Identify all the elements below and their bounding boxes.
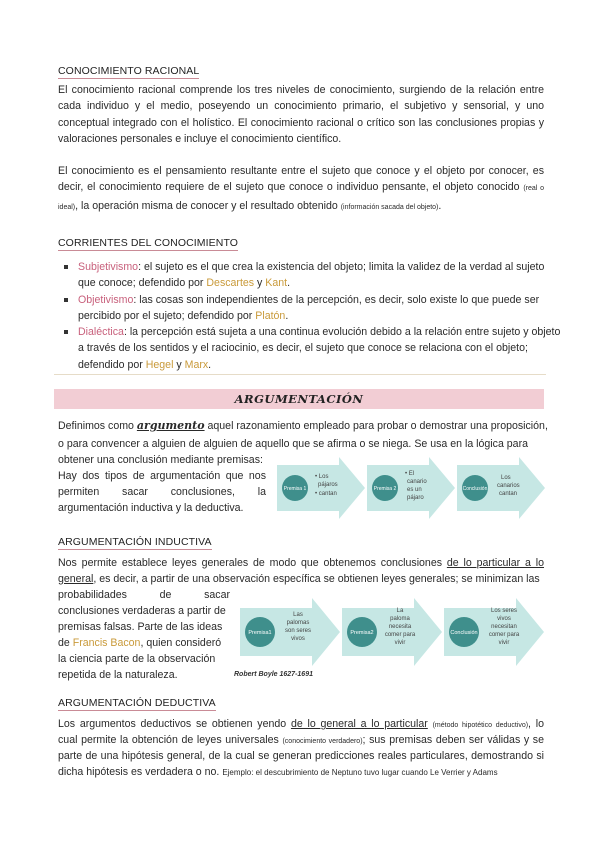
text: : las cosas son independientes de la percepción, es decir, solo existe lo que puede ser percibido por el sujeto; defendido por: [78, 293, 540, 322]
text: .: [285, 309, 289, 322]
corrientes-list: [58, 259, 564, 373]
text-line: permiten sacar conclusiones, la: [58, 486, 266, 498]
text: , es decir, a partir de una observación específica se obtienen leyes generales; se minimizan las: [93, 573, 540, 585]
note-line: vivir: [498, 640, 510, 646]
node-label: Conclusión: [450, 630, 478, 636]
text: .: [208, 358, 212, 371]
example-text: Ejemplo: el descubrimiento de Neptuno tuvo lugar cuando Le Verrier y Adams: [222, 768, 498, 777]
list-item: [78, 259, 564, 292]
node-label: Premisa 1: [283, 486, 307, 492]
heading-corrientes: CORRIENTES DEL CONOCIMIENTO: [58, 237, 239, 249]
heading-deductiva: ARGUMENTACIÓN DEDUCTIVA: [58, 697, 216, 709]
text-line: [58, 418, 548, 434]
text-line: [58, 764, 544, 781]
note-line: canarios: [497, 483, 520, 489]
author: Descartes: [206, 277, 255, 290]
inductive-diagram: [240, 598, 546, 666]
note-line: vivos: [291, 636, 305, 642]
banner-title: ARGUMENTACIÓN: [234, 392, 364, 406]
text-line: Hay dos tipos de argumentación que nos: [58, 470, 266, 482]
list-item: [78, 324, 564, 373]
term: Objetivismo: [78, 293, 134, 306]
text-line: [58, 555, 544, 571]
note-line: vivos: [497, 616, 511, 622]
term: Dialéctica: [78, 326, 124, 339]
heading-conocimiento-racional: CONOCIMIENTO RACIONAL: [58, 65, 200, 77]
text: ; sus premisas deben ser válidas y se: [362, 734, 544, 746]
note: (conocimiento verdadero): [282, 738, 363, 745]
node-label: Conclusión: [462, 486, 488, 492]
text-line: premisas falsas. Parte de las ideas: [58, 621, 223, 633]
note-line: La: [396, 608, 404, 614]
note-line: comer para: [488, 632, 520, 638]
note: (información sacada del objeto): [340, 203, 439, 211]
text: Los argumentos deductivos se obtienen yendo: [58, 718, 291, 730]
note-line: pájaros: [318, 482, 338, 488]
note: (real o ideal): [58, 185, 544, 211]
note-line: Los: [501, 475, 511, 481]
text: , quien consideró: [140, 637, 222, 649]
note-line: • cantan: [315, 491, 337, 497]
divider: [54, 374, 546, 375]
text: : la percepción está sujeta a una continua evolución debido a la relación entre sujeto y objeto a través de los sentidos y el raciocinio, es decir, el sujeto que conoce se relaciona con el objeto; defendido por: [78, 326, 561, 371]
arrow-step: [367, 457, 455, 519]
term: Subjetivismo: [78, 261, 139, 273]
text-line: parte de una hipótesis general, de la cual se generan predicciones reales particulares, demostrando si: [58, 750, 544, 762]
text-line: conclusiones verdaderas a partir de: [58, 605, 226, 617]
text-line: [58, 635, 221, 651]
author: Hegel: [145, 358, 174, 371]
arrow-step: [444, 598, 544, 666]
text: y: [173, 358, 185, 371]
note-line: canario: [407, 479, 427, 485]
text: y: [254, 277, 266, 290]
underlined-text: general: [58, 573, 94, 585]
text: .: [438, 199, 442, 212]
text-line: [58, 571, 544, 587]
text: .: [287, 277, 291, 290]
arrow-step: [457, 457, 545, 519]
note-line: son seres: [284, 628, 312, 634]
text: Nos permite establece leyes generales de modo que obtenemos conclusiones: [58, 557, 447, 569]
text: , la operación misma de conocer y el resultado obtenido: [75, 199, 338, 212]
note-line: comer para: [384, 632, 416, 638]
section-banner: [54, 389, 544, 409]
note-line: paloma: [390, 616, 410, 622]
arrow-step: [342, 598, 442, 666]
note: (método hipotético deductivo): [432, 722, 529, 729]
node-label: Premisa2: [350, 630, 374, 636]
arrow-step: [277, 457, 365, 519]
text: Definimos como: [58, 420, 137, 432]
paragraph-conocimiento-definicion: [58, 163, 544, 216]
author: Francis Bacon: [72, 637, 141, 649]
text: cual permite la obtención de leyes universales: [58, 734, 283, 746]
text-line: probabilidades de sacar: [58, 589, 230, 601]
note-line: Las: [293, 612, 303, 618]
text-line: argumentación inductiva y la deductiva.: [58, 502, 244, 514]
text: : el sujeto es el que crea la existencia del objeto; limita la validez de la verdad al sujeto que conoce; defendido por: [78, 261, 545, 290]
highlight-word: argumento: [136, 419, 205, 432]
node-label: Premisa1: [248, 630, 272, 636]
node-label: Premisa 2: [373, 486, 397, 492]
note-line: • El: [405, 471, 415, 477]
list-item: [78, 292, 564, 325]
text: dicha hipótesis es verdadera o no.: [58, 766, 223, 778]
note-line: pájaro: [407, 495, 424, 501]
note-line: necesita: [388, 624, 412, 630]
text: El conocimiento es el pensamiento resultante entre el sujeto que conoce y el objeto por conocer, es decir, el conocimiento requiere de el sujeto que conoce o individuo pensante, el objeto conocido: [58, 165, 544, 194]
underlined-text: de lo general a lo particular: [290, 718, 428, 730]
note-line: cantan: [499, 491, 518, 497]
author: Kant: [265, 277, 288, 290]
author: Marx: [184, 358, 209, 371]
heading-inductiva: ARGUMENTACIÓN INDUCTIVA: [58, 536, 212, 548]
arrow-step: [240, 598, 340, 666]
text-line: obtener una conclusión mediante premisas:: [58, 454, 263, 466]
note-line: Los seres: [490, 608, 518, 614]
author: Platón: [255, 309, 286, 322]
text-line: la ciencia parte de la observación: [58, 653, 216, 665]
note-line: • Los: [315, 474, 329, 480]
note-line: palomas: [286, 620, 310, 626]
paragraph-conocimiento-racional: El conocimiento racional comprende los tres niveles de conocimiento, surgiendo de la relación entre cada individuo y el medio, poseyendo un conocimiento primario, el subjetivo y sensorial, y uno conceptual integrado con el holístico. El conocimiento racional o crítico son las conclusiones propias y valoraciones personales e incluye el conocimiento científico.: [58, 84, 544, 145]
underlined-text: de lo particular a lo: [446, 557, 545, 569]
figure-caption: Robert Boyle 1627-1691: [234, 671, 313, 678]
text: aquel razonamiento empleado para probar o demostrar una proposición,: [204, 420, 548, 432]
premisas-diagram: [277, 457, 547, 519]
text-line: repetida de la naturaleza.: [58, 669, 178, 681]
note-line: vivir: [394, 640, 406, 646]
note-line: necesitan: [491, 624, 517, 630]
text-line: o para convencer a alguien de alguien de aquello que se afirma o se niega. Se usa en la lógica para: [58, 438, 528, 450]
text: de: [58, 637, 73, 649]
text: , lo: [528, 718, 544, 730]
note-line: es un: [407, 487, 422, 493]
